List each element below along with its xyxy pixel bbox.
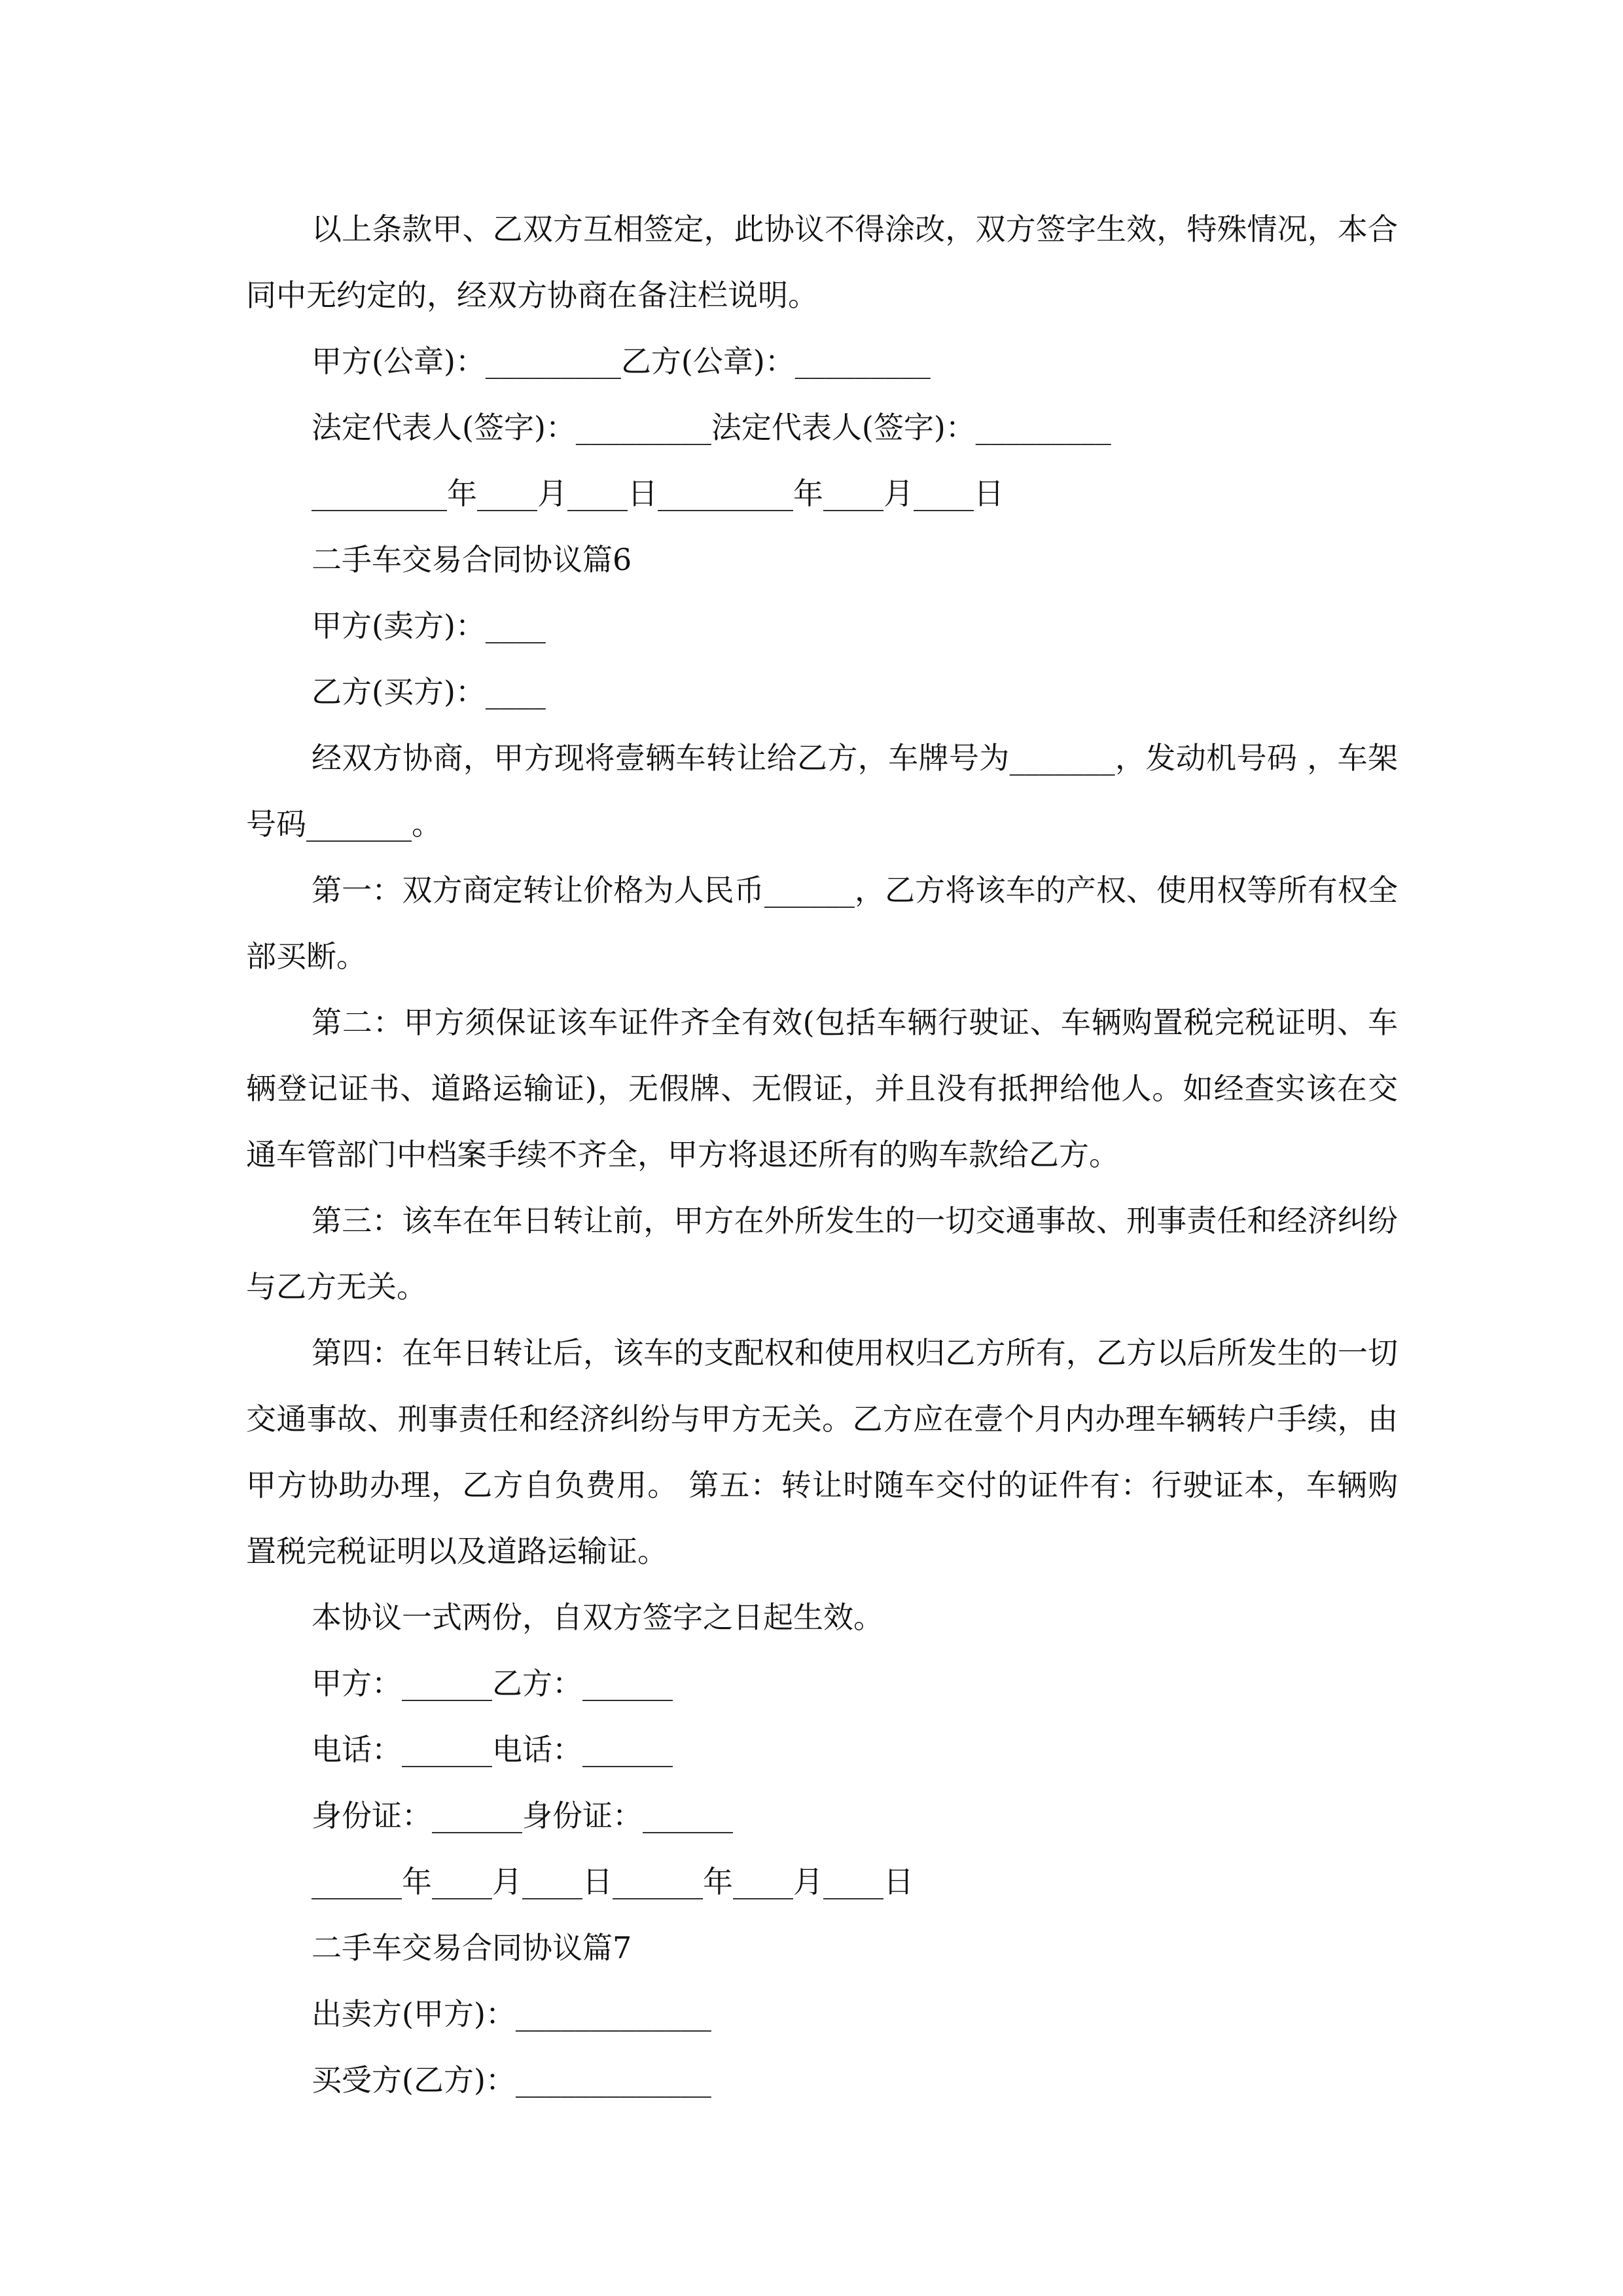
document-body <box>246 196 1398 2113</box>
effective-statement: 本协议一式两份，自双方签字之日起生效。 <box>312 1600 883 1635</box>
date-line: _________年____月____日_________年____月____日 <box>312 476 1004 511</box>
party-b-buyer: 乙方(买方)：____ <box>312 674 546 709</box>
id-card-line: 身份证：______身份证：______ <box>312 1798 733 1833</box>
buyer-line: 买受方(乙方)：_____________ <box>312 2062 711 2098</box>
clause-3: 第三：该车在年日转让前，甲方在外所发生的一切交通事故、刑事责任和经济纠纷与乙方无关。 <box>246 1203 1398 1304</box>
legal-rep-signature-line: 法定代表人(签字)：_________法定代表人(签字)：_________ <box>312 410 1111 445</box>
party-seal-line: 甲方(公章)：_________乙方(公章)：_________ <box>312 344 931 379</box>
party-a-seller: 甲方(卖方)：____ <box>312 608 546 643</box>
phone-line: 电话：______电话：______ <box>312 1732 673 1767</box>
date-line-2: ______年____月____日______年____月____日 <box>312 1864 914 1899</box>
section-heading-7: 二手车交易合同协议篇7 <box>312 1930 632 1965</box>
paragraph-vehicle-transfer: 经双方协商，甲方现将壹辆车转让给乙方，车牌号为_______，发动机号码 ，车架号码_______。 <box>246 740 1398 842</box>
seller-line: 出卖方(甲方)：_____________ <box>312 1996 711 2032</box>
clause-1: 第一：双方商定转让价格为人民币______，乙方将该车的产权、使用权等所有权全部买断。 <box>246 872 1398 974</box>
signature-line: 甲方：______乙方：______ <box>312 1666 673 1701</box>
clause-4-5: 第四：在年日转让后，该车的支配权和使用权归乙方所有，乙方以后所发生的一切交通事故、刑事责任和经济纠纷与甲方无关。乙方应在壹个月内办理车辆转户手续，由甲方协助办理，乙方自负费用。 第五：转让时随车交付的证件有：行驶证本，车辆购置税完税证明以及道路运输证。 <box>246 1335 1398 1569</box>
clause-2: 第二：甲方须保证该车证件齐全有效(包括车辆行驶证、车辆购置税完税证明、车辆登记证书、道路运输证)，无假牌、无假证，并且没有抵押给他人。如经查实该在交通车管部门中档案手续不齐全，甲方将退还所有的购车款给乙方。 <box>246 1005 1398 1172</box>
section-heading-6: 二手车交易合同协议篇6 <box>312 542 632 577</box>
paragraph-terms-note: 以上条款甲、乙双方互相签定，此协议不得涂改，双方签字生效，特殊情况，本合同中无约定的，经双方协商在备注栏说明。 <box>246 211 1398 313</box>
